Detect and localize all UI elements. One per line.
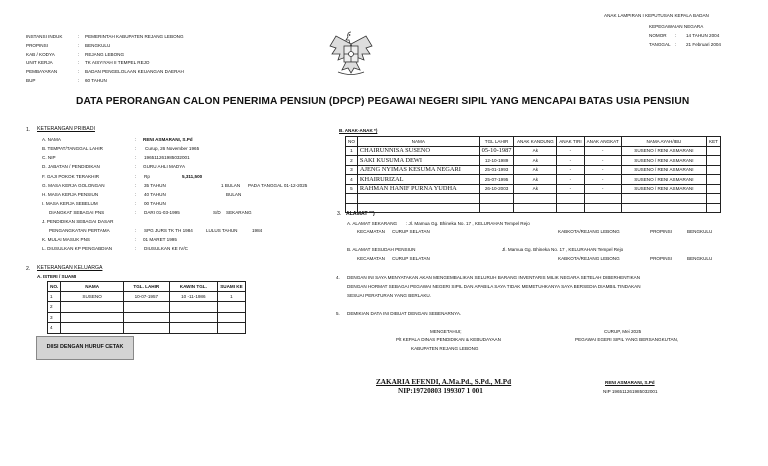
children-col-header: TGL LAHIR [479,137,514,147]
children-cell: CHAIRUNNISA SUSENO [357,146,479,156]
children-cell: 3 [346,165,358,175]
field-value: 35 TAHUN [144,183,166,188]
print-note-box [36,336,134,360]
children-row [346,156,721,166]
salary-amount: 5,311,500 [182,174,203,179]
annex-tanggal-label: TANGGAL [649,42,671,47]
children-row [346,194,721,204]
header-info-value: PEMERINTAH KABUPATEN REJANG LEBONG [85,34,184,39]
children-cell: Ak [514,175,557,185]
children-cell [557,194,584,204]
children-cell: - [557,156,584,166]
page-title: DATA PERORANGAN CALON PENERIMA PENSIUN (DPCP) PEGAWAI NEGERI SIPIL YANG MENCAPAI BATAS USIA PENSIUN [76,96,690,107]
children-cell: SAKI KUSUMA DEWI [357,156,479,166]
address-after-kec-value: CURUP SELATAN [392,256,430,261]
address-after-label: B. ALAMAT SESUDAH PENSIUN [347,247,416,252]
section2-heading: KETERANGAN KELUARGA [37,265,103,271]
children-cell [707,194,721,204]
address-now-prov-value: BENGKULU [687,229,713,234]
field-label: L. DIUSULKAN KP PENGABDIAN [42,246,113,251]
field-value: DIUSULKAN KE IV/C [144,246,188,251]
children-cell: AJENG NYIMAS KESUMA NEGARI [357,165,479,175]
sig-left-line-3: KABUPATEN REJANG LEBONG [411,346,479,351]
header-info-label: PROPINSI [26,42,48,48]
spouse-cell: 3 [48,312,61,323]
annex-nomor-label: NOMOR [649,33,667,38]
children-cell: 4 [346,175,358,185]
header-info-label: BUP [26,78,36,83]
children-cell [621,203,706,213]
section5-text: DEMIKIAN DATA INI DIBUAT DENGAN SEBENARNYA. [347,311,462,316]
field-label: F. GAJI POKOK TERAKHIR [42,174,100,179]
header-info-value: BADAN PENGELOLAAN KEUANGAN DAERAH [85,69,184,75]
children-cell: Ak [514,184,557,194]
spouse-col-header: SUAMI KE [217,282,245,292]
section4-line-1: DENGAN INI SAYA MENYATAKAN AKAN MENGEMBALIKAN SELURUH BARANG INVENTARIS MILIK NEGARA SETELAH DIBERHENTIKAN [347,275,641,280]
address-now-prov-label: PROPINSI [650,229,672,234]
children-cell: SUSENO / RENI ASMARANI [621,165,706,175]
children-cell [514,194,557,204]
children-cell [557,203,584,213]
spouse-cell [217,323,245,334]
spouse-cell [61,323,123,334]
children-cell [707,156,721,166]
field-value: 196511261985032001 [144,155,190,160]
spouse-cell [217,302,245,313]
children-col-header: NAMA [357,137,479,147]
children-cell: - [584,146,621,156]
address-now-kab: KABKOTA/REJANG LEBONG [558,229,620,234]
header-info-label: UNIT KERJA [26,60,53,66]
children-row [346,146,721,156]
header-info-label: PEMBAYARAN [26,69,58,75]
field-value: 40 TAHUN [144,192,166,197]
children-cell [514,203,557,213]
children-cell: Ak [514,146,557,156]
section2-number: 2. [26,266,31,272]
annex-tanggal-value: 21 Februari 2004 [686,42,721,47]
section3-number: 3. [337,211,342,217]
children-cell [707,203,721,213]
children-cell: 2 [346,156,358,166]
field-label: PENGANGKATAN PERTAMA [49,228,110,233]
spouse-cell: 1 [48,291,61,302]
spouse-cell [61,312,123,323]
field-label: B. TEMPAT/TANGGAL LAHIR [42,146,104,151]
spouse-table [47,281,246,334]
children-cell [584,203,621,213]
mkp-month: BULAN [226,192,242,197]
sig-left-line-1: MENGETAHUI; [430,329,462,334]
spouse-cell [217,312,245,323]
spouse-row [48,323,246,334]
children-cell: - [557,184,584,194]
address-now-kec-value: CURUP SELATAN [392,229,430,234]
spouse-cell [169,312,217,323]
address-now-label: A. ALAMAT SEKARANG [347,221,398,226]
field-label: A. NAMA [42,137,61,142]
section4-number: 4. [336,275,340,280]
field-value: Curup, 26 November 1965 [145,146,200,151]
children-cell: - [584,184,621,194]
field-value: GURU AHLI MADYA [143,164,186,169]
children-cell: 25-07-1995 [479,175,514,185]
children-cell: RAHMAN HANIF PURNA YUDHA [357,184,479,194]
children-cell [357,203,479,213]
spouse-col-header: TGL. LAHIR [123,282,169,292]
garuda-emblem-icon [326,26,376,78]
children-cell: - [584,175,621,185]
children-cell: 5 [346,184,358,194]
spouse-cell: 10-07-1957 [123,291,169,302]
sig-left-nip: NIP:19720803 199307 1 001 [398,387,483,395]
spouse-cell [61,302,123,313]
address-now-value: : Jl. Mamua Gg. Bhineka No. 17 , KELURAHAN Tempel Rejo [406,221,530,226]
spouse-cell: 1 [217,291,245,302]
section4-line-3: SESUAI PERATURAN YANG BERLAKU. [347,293,431,298]
header-info-value: 60 TAHUN [85,78,107,83]
children-cell: SUSENO / RENI ASMARANI [621,156,706,166]
spouse-subheading: A. ISTERI / SUAMI [37,274,77,279]
sig-right-place-date: CURUP, Mei 2025 [604,329,642,334]
sig-left-name: ZAKARIA EFENDI, A.Ma.Pd., S.Pd., M.Pd [376,378,512,386]
children-col-header: ANAK KANDUNG [514,137,557,147]
field-value: RENI ASMARANI, S.Pd [143,137,193,142]
children-cell: - [557,175,584,185]
spouse-cell: 10 -11-1986 [169,291,217,302]
lulus-label: LULUS TAHUN [206,228,238,233]
section3-heading: ALAMAT **) [346,211,375,217]
annex-nomor-value: 14 TAHUN 2004 [686,33,720,38]
address-after-value: Jl. Mamua Gg. Bhineka No. 17 , KELURAHAN Tempel Rejo [502,247,624,252]
field-value: SPG JURS TK TH 1984 [144,228,193,233]
sig-right-nip: NIP 196511261985032001 [603,389,658,394]
print-note-text: DIISI DENGAN HURUF CETAK [46,344,124,350]
spouse-row [48,312,246,323]
children-cell: - [584,165,621,175]
field-label: J. PENDIDIKAN SEBAGAI DASAR [42,219,114,224]
header-info-value: REJANG LEBONG [85,51,125,57]
field-label: I. MASA KERJA SEBELUM [42,201,98,206]
address-after-prov-label: PROPINSI [650,256,672,261]
children-row [346,175,721,185]
field-label: H. MASA KERJA PENSIUN [42,192,99,197]
spouse-cell [169,323,217,334]
header-info-value: TK AISYIYAH II TEMPEL REJO [85,60,150,66]
children-cell [479,203,514,213]
field-label: D. JABATAN / PENDIDIKAN [42,164,100,169]
spouse-col-header: NAMA [61,282,123,292]
header-info-value: BENGKULU [85,42,111,48]
children-cell: Ak [514,156,557,166]
children-col-header: NO [346,137,358,147]
children-col-header: NAMA AYAH/IBU [621,137,706,147]
children-cell [621,194,706,204]
spouse-cell: 2 [48,302,61,313]
header-info-label: INSTANSI INDUK [26,34,63,39]
spouse-cell [123,302,169,313]
address-after-kec-label: KECAMATAN [357,256,385,261]
address-after-prov-value: BENGKULU [687,256,713,261]
children-col-header: KET [707,137,721,147]
header-info-label: KAB / KODYA [26,51,55,57]
children-row [346,184,721,194]
children-row [346,165,721,175]
annex-line-1: ANAK LAMPIRAN I KEPUTUSAN KEPALA BADAN [604,13,709,18]
children-cell: SUSENO / RENI ASMARANI [621,175,706,185]
children-cell: - [557,165,584,175]
children-cell: - [584,156,621,166]
children-cell [479,194,514,204]
spouse-col-header: NO. [48,282,61,292]
children-cell: KHAIRURIZAL [357,175,479,185]
spouse-cell [123,312,169,323]
spouse-cell: SUSENO [61,291,123,302]
field-value: 01 MARET 1995 [143,237,177,242]
spouse-cell: 4 [48,323,61,334]
section5-number: 5. [336,311,340,316]
children-cell: 25-01-1993 [479,165,514,175]
children-cell [357,194,479,204]
field-label: C. NIP [42,155,56,160]
children-cell: 05-10-1987 [479,146,514,156]
children-heading: B. ANAK-ANAK *) [339,128,378,133]
spouse-cell [123,323,169,334]
children-cell [707,184,721,194]
field-label: K. MULAI MASUK PNS [42,237,90,242]
section4-line-2: DENGAN HORMAT SEBAGAI PEGAWAI NEGERI SIPIL DAN APABILA SAYA TIDAK MEMETUHKANYA SAYA BERSEDIA DIAMBIL TINDAKAN [347,284,641,289]
lulus-value: 1984 [252,228,263,233]
children-table [345,136,721,213]
children-cell: SUSENO / RENI ASMARANI [621,146,706,156]
children-col-header: ANAK ANGKAT [584,137,621,147]
section1-number: 1. [26,127,31,133]
sd-label: S/D [213,210,221,215]
annex-line-2: KEPEGAWAIAN NEGARA [649,24,704,29]
section1-heading: KETERANGAN PRIBADI [37,126,95,132]
children-cell: - [557,146,584,156]
sig-right-name: RENI ASMARANI, S.Pd [605,380,655,385]
sd-value: SEKARANG [226,210,252,215]
spouse-col-header: KAWIN TGL. [169,282,217,292]
children-cell: 12-10-1989 [479,156,514,166]
sig-left-line-2: Plt KEPALA DINAS PENDIDIKAN & KEBUDAYAAN [396,337,501,342]
children-cell: 1 [346,146,358,156]
address-after-kab: KABKOTA/REJANG LEBONG [558,256,620,261]
children-cell [707,165,721,175]
field-value: Rp [144,174,150,179]
sig-right-line-2: PEGAWAI EGERI SIPIL YANG BERSANGKUTAN, [575,337,679,342]
field-label: DIANGKAT SEBAGAI PNS [49,210,105,215]
field-value: 00 TAHUN [144,201,166,206]
children-cell [346,194,358,204]
mkg-month: 1 BULAN [221,183,241,188]
spouse-row [48,291,246,302]
children-cell [707,175,721,185]
field-label: G. MASA KERJA GOLONGAN [42,183,105,188]
field-value: DARI 01-03-1995 [144,210,180,215]
spouse-row [48,302,246,313]
children-cell: Ak [514,165,557,175]
children-cell: 26-10-2003 [479,184,514,194]
children-row [346,203,721,213]
address-now-kec-label: KECAMATAN [357,229,385,234]
children-cell [584,194,621,204]
children-col-header: ANAK TIRI [557,137,584,147]
spouse-cell [169,302,217,313]
mkg-date: PADA TANGGAL 01-12-2025 [248,183,308,188]
children-cell [707,146,721,156]
children-cell: SUSENO / RENI ASMARANI [621,184,706,194]
